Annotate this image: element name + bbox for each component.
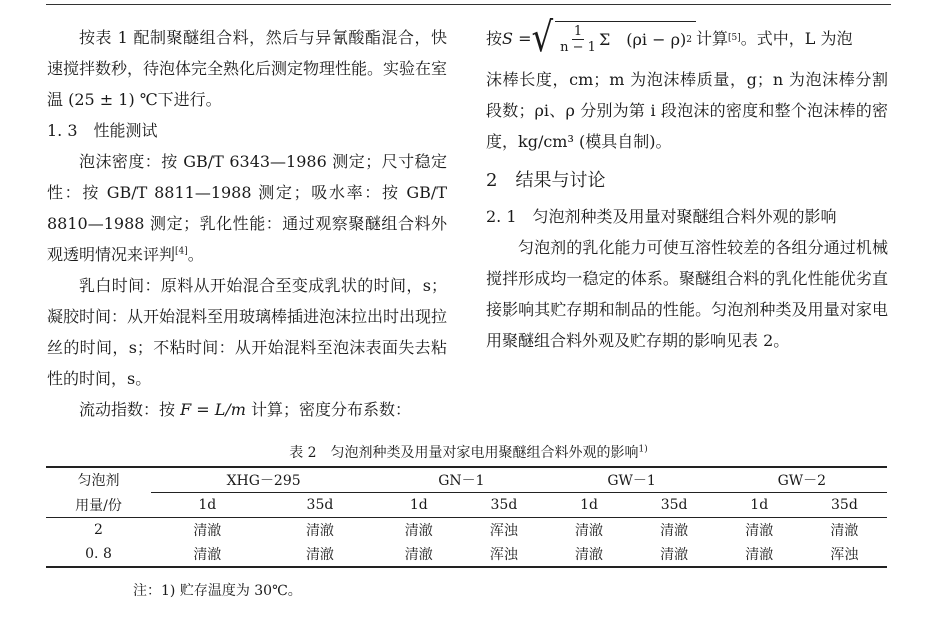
table-cell: 清澈 <box>575 547 604 563</box>
formula-fraction <box>560 24 596 55</box>
table-cell: 清澈 <box>660 547 689 563</box>
group-header-gw-2: GW－2 <box>717 467 887 493</box>
left-column <box>47 22 447 425</box>
formula-lead: 按 <box>486 28 503 48</box>
table-cell: 清澈 <box>404 547 433 563</box>
fraction-numerator: 1 <box>573 24 583 39</box>
section-2-heading: 2 结果与讨论 <box>486 170 606 191</box>
formula-after: 计算 <box>696 28 729 48</box>
table-cell: 浑浊 <box>489 547 518 563</box>
table-header-row-2 <box>46 493 887 518</box>
test-methods-end: 。 <box>187 245 204 264</box>
paragraph-flow-index <box>47 394 447 425</box>
table-cell: 清澈 <box>193 523 222 539</box>
table-footnote: 注：1) 贮存温度为 30℃。 <box>133 583 302 599</box>
flow-index-lead: 流动指数：按 <box>79 400 181 419</box>
table-cell: 清澈 <box>745 547 774 563</box>
sub-header: 35d <box>831 497 858 513</box>
table-cell: 清澈 <box>660 523 689 539</box>
reference-4: [4] <box>175 246 188 257</box>
formula-tail: 。式中，L 为泡 <box>740 28 853 48</box>
sub-header: 1d <box>750 497 769 513</box>
density-distribution-formula: 按 S = √ $\frac{1}{n - 1}$ Σ (ρi − ρ) 2 计算 [5] 。式中，L 为泡 <box>486 13 853 62</box>
formula-sum: Σ (ρi − ρ) <box>598 30 687 49</box>
flow-index-tail: 计算；密度分布系数： <box>245 400 412 419</box>
paragraph-variables: 沫棒长度，cm；m 为泡沫棒质量，g；n 为泡沫棒分割段数；ρi、ρ 分别为第 i 段泡沫的密度和整个泡沫棒的密度，kg/cm³ (模具自制)。 <box>486 70 888 151</box>
section-2-1-heading: 2. 1 匀泡剂种类及用量对聚醚组合料外观的影响 <box>486 207 837 226</box>
table-cell: 浑浊 <box>830 547 859 563</box>
table-row <box>46 518 887 543</box>
radical-sign: √ <box>531 13 554 62</box>
header-foaming-agent: 匀泡剂 <box>77 473 120 490</box>
table-cell: 清澈 <box>305 523 334 539</box>
paragraph-preparation: 按表 1 配制聚醚组合料，然后与异氰酸酯混合，快速搅拌数秒，待泡体完全熟化后测定物理性能。实验在室温 (25 ± 1) ℃下进行。 <box>47 28 448 109</box>
paragraph-times: 乳白时间：原料从开始混合至变成乳状的时间，s；凝胶时间：从开始混料至用玻璃棒插进泡沫拉出时出现拉丝的时间，s；不粘时间：从开始混料至泡沫表面失去粘性的时间，s。 <box>47 276 448 388</box>
table-cell: 清澈 <box>575 523 604 539</box>
dose-cell: 0. 8 <box>85 546 112 562</box>
table-row <box>46 542 887 567</box>
sub-header: 35d <box>306 497 334 513</box>
formula-s: S = <box>502 28 532 48</box>
table-cell: 清澈 <box>745 523 774 539</box>
table-2 <box>46 466 887 568</box>
table-cell: 清澈 <box>404 523 433 539</box>
table-cell: 清澈 <box>830 523 859 539</box>
sub-header: 1d <box>198 497 217 513</box>
header-dosage: 用量/份 <box>75 497 122 514</box>
table-cell: 浑浊 <box>489 523 518 539</box>
table-title-text: 表 2 匀泡剂种类及用量对家电用聚醚组合料外观的影响 <box>289 445 639 461</box>
paragraph-test-methods <box>47 146 447 270</box>
table-cell: 清澈 <box>305 547 334 563</box>
dose-cell: 2 <box>94 522 103 538</box>
table-header-row-1 <box>46 467 887 493</box>
right-column <box>486 13 888 356</box>
table-title-footnote-mark: 1) <box>638 444 648 455</box>
paragraph-emulsification: 匀泡剂的乳化能力可使互溶性较差的各组分通过机械搅拌形成均一稳定的体系。聚醚组合料的乳化性能优劣直接影响其贮存期和制品的性能。匀泡剂种类及用量对家电用聚醚组合料外观及贮存期的影响见表 2。 <box>486 238 888 350</box>
flow-index-formula: F = L/m <box>180 400 246 419</box>
group-header-gw-1: GW－1 <box>546 467 716 493</box>
sub-header: 35d <box>660 497 688 513</box>
section-1-3-heading: 1. 3 性能测试 <box>47 121 158 140</box>
table-2-title <box>0 442 937 462</box>
sub-header: 1d <box>409 497 428 513</box>
group-header-gn-1: GN－1 <box>376 467 546 493</box>
radical-body: $\frac{1}{n - 1}$ Σ (ρi − ρ) 2 <box>555 21 696 55</box>
sub-header: 1d <box>580 497 598 513</box>
group-header-xhg-295: XHG－295 <box>151 467 376 493</box>
sub-header: 35d <box>490 497 518 513</box>
table-cell: 清澈 <box>193 547 222 563</box>
fraction-denominator: n − 1 <box>560 40 596 55</box>
test-methods-text: 泡沫密度：按 GB/T 6343—1986 测定；尺寸稳定性：按 GB/T 8811—1988 测定；吸水率：按 GB/T 8810—1988 测定；乳化性能：通过观察聚醚组合料外观透明情况来评判 <box>47 152 447 264</box>
page-top-rule <box>46 4 891 5</box>
